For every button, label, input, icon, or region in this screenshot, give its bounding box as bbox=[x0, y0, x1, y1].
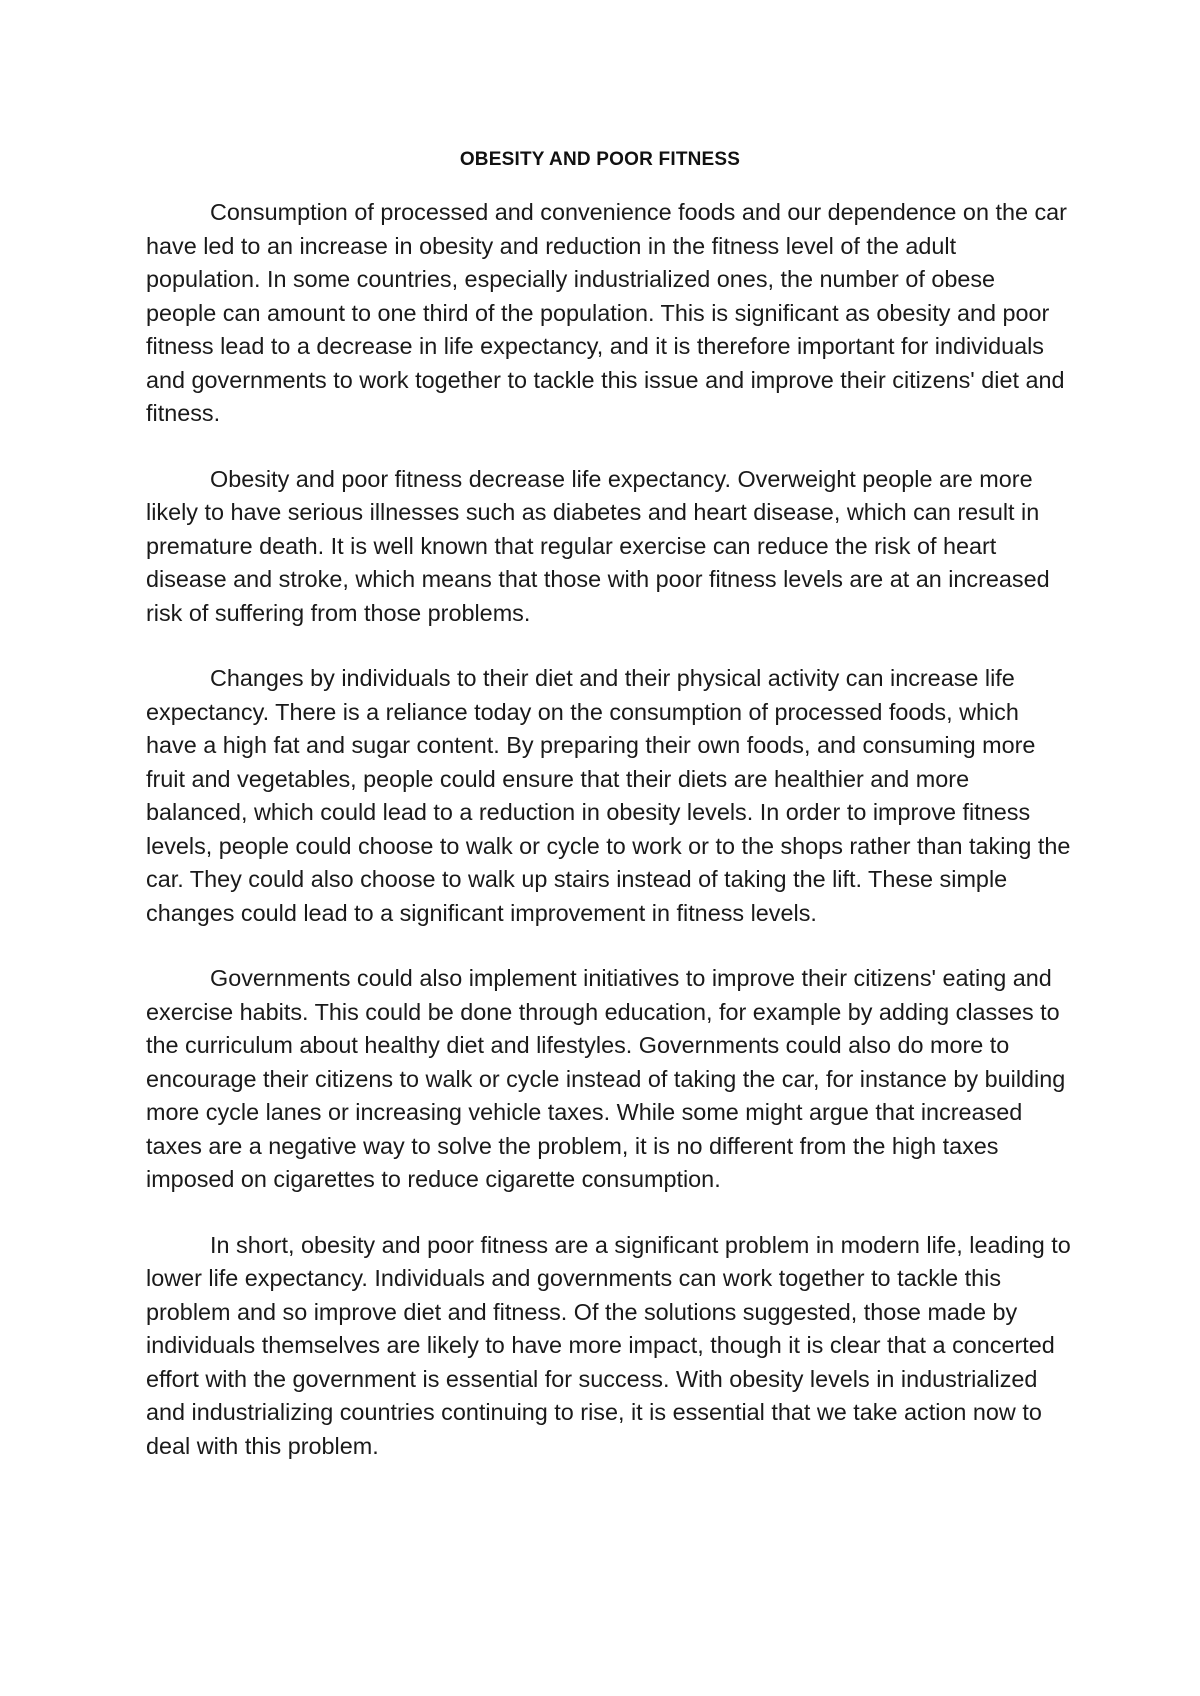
paragraph-government-initiatives: Governments could also implement initiatives to improve their citizens' eating and exercise habits. This could be done through education, for example by adding classes to the curriculum about healthy diet and lifestyles. Governments could also do more to encourage their citizens to walk or cycle instead of taking the car, for instance by building more cycle lanes or increasing vehicle taxes. While some might argue that increased taxes are a negative way to solve the problem, it is no different from the high taxes imposed on cigarettes to reduce cigarette consumption. bbox=[146, 965, 1066, 1192]
document-body bbox=[146, 196, 1071, 1463]
paragraph-introduction: Consumption of processed and convenience foods and our dependence on the car have led to an increase in obesity and reduction in the fitness level of the adult population. In some countries, especially industrialized ones, the number of obese people can amount to one third of the population. This is significant as obesity and poor fitness lead to a decrease in life expectancy, and it is therefore important for individuals and governments to work together to tackle this issue and improve their citizens' diet and fitness. bbox=[146, 199, 1067, 426]
paragraph-individual-changes: Changes by individuals to their diet and their physical activity can increase life expectancy. There is a reliance today on the consumption of processed foods, which have a high fat and sugar content. By preparing their own foods, and consuming more fruit and vegetables, people could ensure that their diets are healthier and more balanced, which could lead to a reduction in obesity levels. In order to improve fitness levels, people could choose to walk or cycle to work or to the shops rather than taking the car. They could also choose to walk up stairs instead of taking the lift. These simple changes could lead to a significant improvement in fitness levels. bbox=[146, 665, 1071, 926]
paragraph-life-expectancy: Obesity and poor fitness decrease life expectancy. Overweight people are more likely to have serious illnesses such as diabetes and heart disease, which can result in premature death. It is well known that regular exercise can reduce the risk of heart disease and stroke, which means that those with poor fitness levels are at an increased risk of suffering from those problems. bbox=[146, 465, 1050, 626]
paragraph-conclusion: In short, obesity and poor fitness are a significant problem in modern life, leading to lower life expectancy. Individuals and governments can work together to tackle this problem and so improve diet and fitness. Of the solutions suggested, those made by individuals themselves are likely to have more impact, though it is clear that a concerted effort with the government is essential for success. With obesity levels in industrialized and industrializing countries continuing to rise, it is essential that we take action now to deal with this problem. bbox=[146, 1231, 1071, 1459]
document-title: OBESITY AND POOR FITNESS bbox=[459, 149, 741, 170]
